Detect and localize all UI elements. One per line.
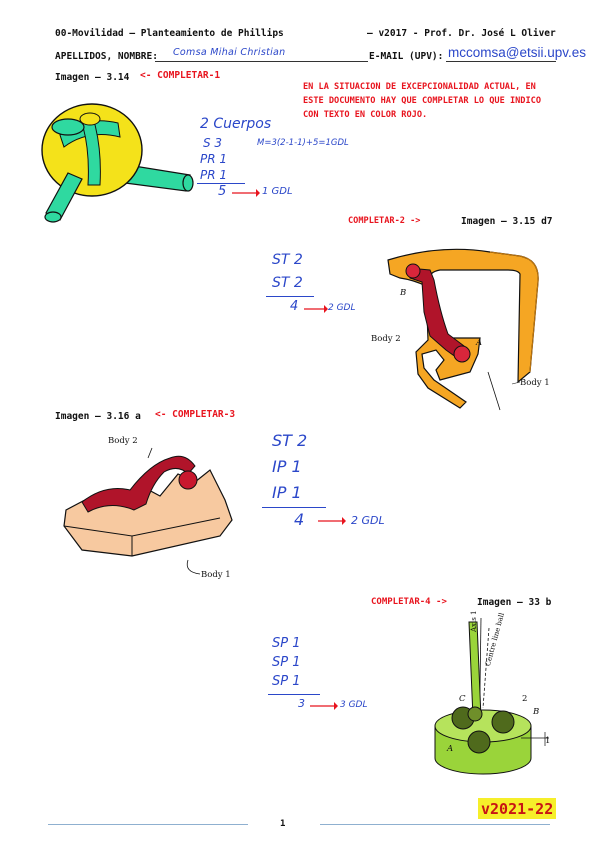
notice-line: ESTE DOCUMENTO HAY QUE COMPLETAR LO QUE INDICO xyxy=(303,96,541,106)
notice-line: CON TEXTO EN COLOR ROJO. xyxy=(303,110,428,120)
figure-label-body1: Body 1 xyxy=(201,570,231,580)
sum-line xyxy=(266,296,314,297)
footer-rule-left xyxy=(48,824,248,825)
notice-text xyxy=(303,80,563,122)
email-value: mccomsa@etsii.upv.es xyxy=(448,45,586,60)
image-label-3-14: Imagen – 3.14 xyxy=(55,72,130,83)
image-label-33b: Imagen – 33 b xyxy=(477,597,552,608)
version-badge-text: v2021-22 xyxy=(481,800,554,818)
hand-result: 2 GDL xyxy=(351,514,385,527)
hand-line: ST 2 xyxy=(272,431,308,450)
figure-label-b: B xyxy=(400,288,407,298)
image-label-3-16: Imagen – 3.16 a xyxy=(55,411,141,422)
arrow-icon xyxy=(310,701,338,711)
document-title: 00-Movilidad – Planteamiento de Phillips xyxy=(55,28,284,39)
email-label: E-MAIL (UPV): xyxy=(369,51,444,62)
figure-label-body2: Body 2 xyxy=(108,436,138,446)
figure-3-15 xyxy=(370,242,550,417)
complete-label-2: COMPLETAR-2 -> xyxy=(348,216,421,226)
figure-label-1: 1 xyxy=(545,736,551,746)
hand-line: IP 1 xyxy=(272,483,302,502)
figure-3-14 xyxy=(30,95,200,230)
hand-line: SP 1 xyxy=(272,636,301,651)
image-label-3-15: Imagen – 3.15 d7 xyxy=(461,216,553,227)
hand-line: S 3 xyxy=(203,136,223,150)
notice-line: EN LA SITUACION DE EXCEPCIONALIDAD ACTUAL, EN xyxy=(303,82,536,92)
footer-rule-right xyxy=(320,824,550,825)
hand-result: 3 GDL xyxy=(340,700,368,710)
complete-label-1: <- COMPLETAR-1 xyxy=(140,70,221,81)
hand-formula: M=3(2-1-1)+5=1GDL xyxy=(257,138,349,148)
complete-label-4: COMPLETAR-4 -> xyxy=(371,597,447,607)
hand-result: 1 GDL xyxy=(262,186,293,197)
figure-label-c: C xyxy=(459,694,466,704)
complete-label-3: <- COMPLETAR-3 xyxy=(155,409,236,420)
hand-line: ST 2 xyxy=(272,275,303,291)
arrow-icon xyxy=(232,188,260,198)
hand-line: SP 1 xyxy=(272,674,301,689)
figure-label-body2: Body 2 xyxy=(371,334,401,344)
name-label: APELLIDOS, NOMBRE: xyxy=(55,51,158,62)
figure-label-a: A xyxy=(447,744,454,754)
version-author: – v2017 - Prof. Dr. José L Oliver xyxy=(367,28,556,39)
figure-label-axis1: Axis 1 xyxy=(470,610,478,632)
figure-label-a: A xyxy=(476,338,483,348)
hand-line: IP 1 xyxy=(272,457,302,476)
figure-label-body1: Body 1 xyxy=(520,378,550,388)
arrow-icon xyxy=(318,516,346,526)
name-field[interactable] xyxy=(155,46,368,62)
figure-label-2: 2 xyxy=(522,694,528,704)
sum-line xyxy=(262,507,326,508)
email-field[interactable] xyxy=(446,45,586,62)
figure-label-centre: Centre line ball xyxy=(484,611,506,668)
hand-title-1: 2 Cuerpos xyxy=(200,116,272,132)
arrow-icon xyxy=(304,304,328,314)
hand-total: 3 xyxy=(298,697,305,710)
hand-line: SP 1 xyxy=(272,655,301,670)
figure-label-b: B xyxy=(533,707,540,717)
version-badge xyxy=(478,798,556,819)
hand-line: PR 1 xyxy=(200,152,228,166)
figure-3-16 xyxy=(60,440,235,580)
hand-total: 4 xyxy=(294,510,305,529)
hand-line: ST 2 xyxy=(272,252,303,268)
hand-total: 4 xyxy=(290,299,299,314)
hand-result: 2 GDL xyxy=(328,303,356,313)
sum-line xyxy=(268,694,320,695)
name-value: Comsa Mihai Christian xyxy=(173,47,286,58)
hand-line: PR 1 xyxy=(200,168,228,182)
hand-total: 5 xyxy=(218,184,227,199)
page-number: 1 xyxy=(280,819,286,829)
